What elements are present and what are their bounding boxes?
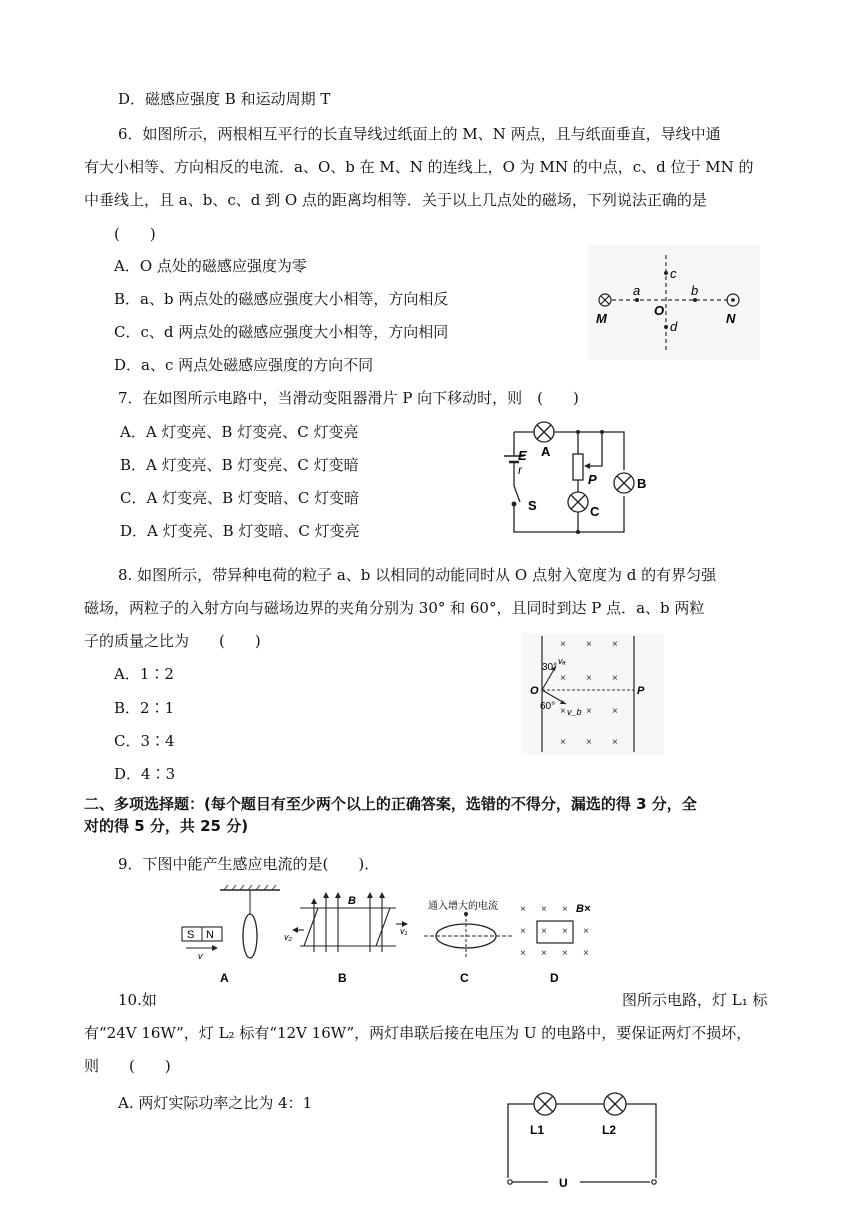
q10-circuit-figure [496, 1090, 666, 1194]
q7-option-c: C．A 灯变亮、B 灯变暗、C 灯变暗 [120, 489, 360, 507]
point-m-label: M [596, 311, 607, 326]
q10-stem-line2: 有“24V 16W”，灯 L₂ 标有“12V 16W”，两灯串联后接在电压为 U 的电路中，要保证两灯不损坏， [84, 1024, 752, 1042]
switch-s-label: S [528, 498, 537, 513]
svg-text:×: × [562, 948, 568, 959]
q8-option-c: C．3∶4 [114, 732, 175, 750]
subfigure-a-label: A [220, 971, 229, 985]
q7-option-a: A．A 灯变亮、B 灯变亮、C 灯变亮 [120, 423, 359, 441]
velocity-a-label: vₐ [558, 656, 566, 666]
velocity-v2-label: v₂ [284, 932, 292, 942]
svg-text:×: × [562, 926, 568, 937]
internal-resistance-label: r [518, 463, 522, 477]
svg-text:×: × [583, 926, 589, 937]
point-a-label: a [633, 283, 641, 298]
q8-option-b: B．2∶1 [114, 699, 175, 717]
q8-option-a: A．1∶2 [114, 665, 174, 683]
lamp-b-icon [614, 473, 634, 493]
svg-text:×: × [560, 673, 566, 684]
svg-text:×: × [560, 737, 566, 748]
magnet-s-label: S [187, 929, 195, 941]
point-c-label: c [670, 266, 677, 281]
point-o-label: O [654, 303, 665, 318]
lamp-l2-icon [604, 1093, 626, 1115]
point-d-label: d [670, 319, 678, 334]
svg-text:×: × [586, 673, 592, 684]
svg-text:×: × [583, 948, 589, 959]
svg-text:×: × [541, 904, 547, 915]
q7-option-d: D．A 灯变亮、B 灯变暗、C 灯变亮 [120, 522, 360, 540]
point-o-label: O [530, 685, 539, 697]
lamp-c-icon [568, 492, 588, 512]
q6-answer-blank: ( ) [114, 225, 156, 243]
velocity-b-label: v_b [567, 707, 582, 717]
point-b-label: b [691, 283, 699, 298]
q9-figure [176, 884, 606, 988]
subfigure-c-label: C [460, 971, 469, 985]
lamp-l1-label: L1 [530, 1123, 545, 1137]
q7-option-b: B．A 灯变亮、B 灯变亮、C 灯变暗 [120, 456, 359, 474]
q7-circuit-figure [500, 420, 665, 540]
q6-stem-line2: 有大小相等、方向相反的电流．a、O、b 在 M、N 的连线上，O 为 MN 的中点，c、d 位于 MN 的 [84, 158, 754, 176]
svg-text:×: × [560, 706, 566, 717]
svg-text:×: × [612, 706, 618, 717]
increasing-current-label: 通入增大的电流 [428, 901, 498, 912]
section2-heading-line1: 二、多项选择题：(每个题目有至少两个以上的正确答案，选错的不得分，漏选的得 3 分，全 [84, 795, 697, 813]
slider-p-label: P [588, 472, 597, 487]
svg-text:×: × [586, 639, 592, 650]
q6-option-c: C．c、d 两点处的磁感应强度大小相等，方向相同 [114, 323, 449, 341]
svg-text:×: × [562, 904, 568, 915]
q6-option-d: D．a、c 两点处磁感应强度的方向不同 [114, 356, 374, 374]
q9-subfigure-c [424, 899, 512, 985]
q9-subfigure-b [284, 892, 408, 985]
q6-option-a: A．O 点处的磁感应强度为零 [114, 257, 307, 275]
svg-text:×: × [541, 926, 547, 937]
lamp-b-label: B [637, 476, 647, 491]
emf-label: E [518, 448, 527, 463]
subfigure-d-label: D [550, 971, 559, 985]
q5-option-d: D．磁感应强度 B 和运动周期 T [118, 90, 331, 108]
svg-text:×: × [520, 948, 526, 959]
lamp-l1-icon [534, 1093, 556, 1115]
q8-field-figure [522, 633, 664, 755]
svg-text:×: × [520, 904, 526, 915]
q6-stem-line3: 中垂线上，且 a、b、c、d 到 O 点的距离均相等．关于以上几点处的磁场，下列说法正确的是 [84, 191, 707, 209]
voltage-u-label: U [559, 1176, 568, 1190]
svg-text:×: × [586, 706, 592, 717]
subfigure-b-label: B [338, 971, 347, 985]
q6-figure [588, 245, 760, 360]
angle-30-label: 30° [542, 662, 558, 673]
lamp-a-icon [534, 422, 554, 442]
svg-text:×: × [586, 737, 592, 748]
angle-60-label: 60° [540, 701, 556, 712]
q10-stem-line3: 则 ( ) [84, 1057, 171, 1075]
lamp-c-label: C [590, 504, 600, 519]
point-p-label: P [637, 685, 645, 697]
svg-text:×: × [612, 673, 618, 684]
q8-stem-line1: 8. 如图所示，带异种电荷的粒子 a、b 以相同的动能同时从 O 点射入宽度为 d 的有界匀强 [118, 566, 717, 584]
q9-stem: 9．下图中能产生感应电流的是( )． [118, 855, 380, 873]
lamp-a-label: A [541, 444, 551, 459]
lamp-l2-label: L2 [602, 1123, 617, 1137]
svg-text:×: × [612, 737, 618, 748]
q8-option-d: D．4∶3 [114, 765, 176, 783]
svg-text:×: × [520, 926, 526, 937]
svg-text:×: × [541, 948, 547, 959]
q8-stem-line3: 子的质量之比为 ( ) [84, 632, 261, 650]
q6-stem-line1: 6．如图所示，两根相互平行的长直导线过纸面上的 M、N 两点，且与纸面垂直，导线中通 [118, 125, 721, 143]
svg-text:×: × [560, 639, 566, 650]
q10-stem-line1-end: 图所示电路，灯 L₁ 标 [622, 991, 768, 1009]
velocity-v1-label: v₁ [400, 926, 408, 936]
q7-stem: 7．在如图所示电路中，当滑动变阻器滑片 P 向下移动时，则 ( ) [118, 389, 579, 407]
magnet-velocity-label: v [198, 951, 203, 961]
magnet-n-label: N [206, 929, 214, 941]
q10-stem-line1-start: 10.如 [118, 991, 157, 1009]
q6-option-b: B．a、b 两点处的磁感应强度大小相等，方向相反 [114, 290, 449, 308]
section2-heading-line2: 对的得 5 分，共 25 分) [84, 817, 249, 835]
q10-option-a: A. 两灯实际功率之比为 4：1 [118, 1094, 313, 1112]
q9-subfigure-d [520, 903, 591, 985]
q8-stem-line2: 磁场，两粒子的入射方向与磁场边界的夹角分别为 30° 和 60°，且同时到达 P 点．a、b 两粒 [84, 599, 705, 617]
point-n-label: N [726, 311, 736, 326]
q9-subfigure-a [182, 885, 280, 985]
field-bx-label: B× [576, 903, 591, 915]
field-b-label: B [348, 895, 356, 907]
svg-text:×: × [612, 639, 618, 650]
